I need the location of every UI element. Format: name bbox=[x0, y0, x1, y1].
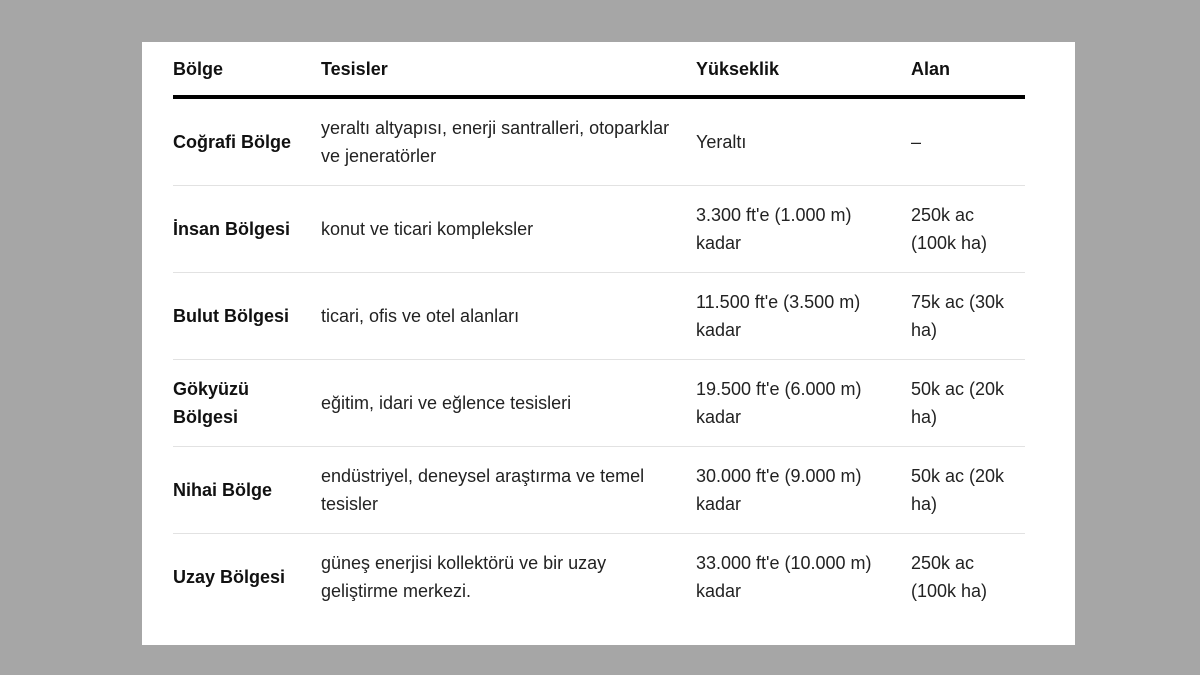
zone-area: 50k ac (20k ha) bbox=[911, 360, 1025, 447]
table-row bbox=[173, 97, 1025, 186]
zone-area: 250k ac (100k ha) bbox=[911, 553, 988, 601]
zone-facilities: güneş enerjisi kollektörü ve bir uzay geliştirme merkezi. bbox=[321, 553, 607, 601]
zone-name: Coğrafi Bölge bbox=[173, 97, 321, 186]
zone-facilities: endüstriyel, deneysel araştırma ve temel tesisler bbox=[321, 447, 696, 534]
zone-area: 50k ac (20k ha) bbox=[911, 447, 1025, 534]
table-row bbox=[173, 447, 1025, 534]
zone-name: Nihai Bölge bbox=[173, 447, 321, 534]
zone-name: Uzay Bölgesi bbox=[173, 567, 286, 587]
zone-height: Yeraltı bbox=[696, 97, 911, 186]
zones-table bbox=[173, 42, 1025, 620]
table-panel bbox=[142, 42, 1075, 645]
zone-facilities: yeraltı altyapısı, enerji santralleri, otoparklar ve jeneratörler bbox=[321, 97, 696, 186]
zone-height: 19.500 ft'e (6.000 m) kadar bbox=[696, 360, 911, 447]
zone-area: 250k ac (100k ha) bbox=[911, 186, 1025, 273]
zone-name: Bulut Bölgesi bbox=[173, 273, 321, 360]
zone-height: 33.000 ft'e (10.000 m) kadar bbox=[696, 553, 872, 601]
zone-name: İnsan Bölgesi bbox=[173, 186, 321, 273]
zone-facilities: ticari, ofis ve otel alanları bbox=[321, 273, 696, 360]
table-header-row bbox=[173, 42, 1025, 97]
zone-area: – bbox=[911, 97, 1025, 186]
header-facilities: Tesisler bbox=[321, 42, 696, 97]
zone-height: 11.500 ft'e (3.500 m) kadar bbox=[696, 273, 911, 360]
zone-facilities: konut ve ticari kompleksler bbox=[321, 186, 696, 273]
table-row bbox=[173, 534, 1025, 621]
zone-area: 75k ac (30k ha) bbox=[911, 273, 1025, 360]
table-row bbox=[173, 273, 1025, 360]
zone-height: 30.000 ft'e (9.000 m) kadar bbox=[696, 447, 911, 534]
header-height: Yükseklik bbox=[696, 42, 911, 97]
header-area: Alan bbox=[911, 42, 1025, 97]
table-row bbox=[173, 186, 1025, 273]
header-zone: Bölge bbox=[173, 42, 321, 97]
zone-height: 3.300 ft'e (1.000 m) kadar bbox=[696, 186, 911, 273]
zone-name: Gökyüzü Bölgesi bbox=[173, 360, 321, 447]
table-row bbox=[173, 360, 1025, 447]
zone-facilities: eğitim, idari ve eğlence tesisleri bbox=[321, 360, 696, 447]
